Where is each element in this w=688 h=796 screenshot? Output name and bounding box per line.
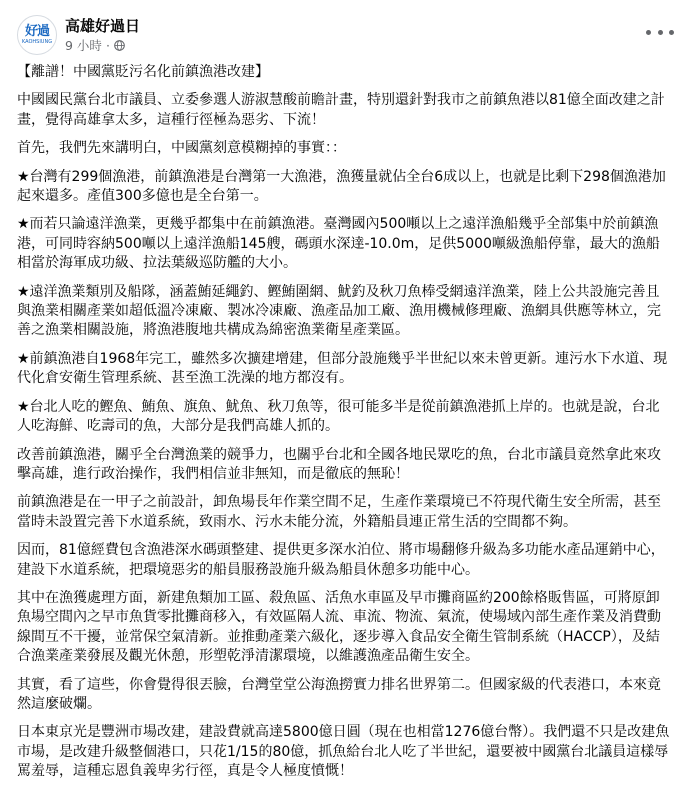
post-paragraph: 【離譜！中國黨貶污名化前鎮漁港改建】 [17, 64, 269, 80]
avatar-logo-text: 好過 [24, 24, 49, 39]
post-paragraph: 日本東京光是豐洲市場改建，建設費就高達5800億日圓（現在也相當1276億台幣）。我們還不只是改建魚市場，是改建升級整個港口，只花1/15的80億，抓魚給台北人吃了半世紀，還要被中國黨台北議員這樣辱罵羞辱，這種忘恩負義卑劣行徑，真是令人極度憤慨！ [17, 724, 670, 780]
post-paragraph: 首先，我們先來講明白，中國黨刻意模糊掉的事實：： [17, 140, 346, 157]
post-paragraph: ★遠洋漁業類別及船隊，涵蓋鮪延繩釣、鰹鮪圍網、魷釣及秋刀魚棒受網遠洋漁業，陸上公共設施完善且與漁業相關產業如超低溫冷凍廠、製冰冷凍廠、漁產品加工廠、漁用機械修理廠、漁網具供應等林立，完善之漁業相關設施，將漁港腹地共構成為綿密漁業衛星產業區。 [17, 283, 661, 339]
post-content [17, 63, 673, 791]
post-paragraph: 中國國民黨台北市議員、立委參選人游淑慧酸前瞻計畫，特別還針對我市之前鎮魚港以81億全面改建之計畫，覺得高雄拿太多，這種行徑極為惡劣、下流！ [17, 92, 665, 128]
post-paragraph: 其實，看了這些，你會覺得很丟臉，台灣堂堂公海漁撈實力排名世界第二。但國家級的代表港口，本來竟然這麼破爛。 [17, 676, 661, 712]
page-avatar[interactable] [17, 15, 57, 55]
globe-icon[interactable] [114, 40, 125, 51]
more-options-icon[interactable] [646, 22, 674, 42]
post-paragraph: ★台北人吃的鰹魚、鮪魚、旗魚、魷魚、秋刀魚等，很可能多半是從前鎮漁港抓上岸的。也就是說，台北人吃海鮮、吃壽司的魚，大部分是我們高雄人抓的。 [17, 398, 660, 435]
avatar-logo-subtext: KAOHSIUNG [21, 39, 53, 45]
post-header [17, 13, 140, 57]
post-timestamp[interactable]: 9 小時 [65, 37, 102, 53]
page-name-link[interactable]: 高雄好過日 [65, 16, 141, 35]
post-paragraph: ★而若只論遠洋漁業，更幾乎都集中在前鎮漁港。臺灣國內500噸以上之遠洋漁船幾乎全部集中於前鎮漁港，可同時容納500噸以上遠洋漁船145艘，碼頭水深達-10.0m，足供5000噸級漁船停靠，最大的漁船相當於海軍成功級、拉法葉級巡防艦的大小。 [17, 216, 660, 272]
post-paragraph: 因而，81億經費包含漁港深水碼頭整建、提供更多深水泊位、將市場翻修升級為多功能水產品運銷中心，建設下水道系統，把環境惡劣的船員服務設施升級為船員休憩多功能中心。 [17, 542, 665, 578]
post-paragraph: 前鎮漁港是在一甲子之前設計，卸魚場長年作業空間不足，生產作業環境已不符現代衛生安全所需，甚至當時未設置完善下水道系統，致雨水、污水未能分流，外籍船員連正常生活的空間都不夠。 [17, 494, 661, 530]
post-time-row [65, 37, 140, 54]
post-meta [65, 17, 140, 54]
post-paragraph: 其中在漁獲處理方面，新建魚類加工區、殺魚區、活魚水車區及早市攤商區約200餘格販售區，可將原卸魚場空間內之早市魚貨零批攤商移入，有效區隔人流、車流、物流、氣流，使場域內部生產作業及消費動線間互不干擾，並常保空氣清新。並推動產業六級化，逐步導入食品安全衛生管制系統（HACCP），及結合漁業產業發展及觀光休憩，形塑乾淨清潔環境，以維護漁產品衛生安全。 [17, 589, 661, 665]
post-paragraph: ★台灣有299個漁港，前鎮漁港是台灣第一大漁港，漁獲量就佔全台6成以上，也就是比剩下298個漁港加起來還多。產值300多億也是全台第一。 [17, 168, 666, 205]
post-paragraph: ★前鎮漁港自1968年完工，雖然多次擴建增建，但部分設施幾乎半世紀以來未曾更新。連污水下水道、現代化倉安衛生管理系統、甚至漁工洗澡的地方都沒有。 [17, 350, 668, 387]
post-paragraph: 改善前鎮漁港，關乎全台灣漁業的競爭力，也關乎台北和全國各地民眾吃的魚，台北市議員竟然拿此來攻擊高雄，進行政治操作，我們相信並非無知，而是徹底的無恥！ [17, 446, 661, 482]
separator-dot: · [105, 37, 110, 53]
